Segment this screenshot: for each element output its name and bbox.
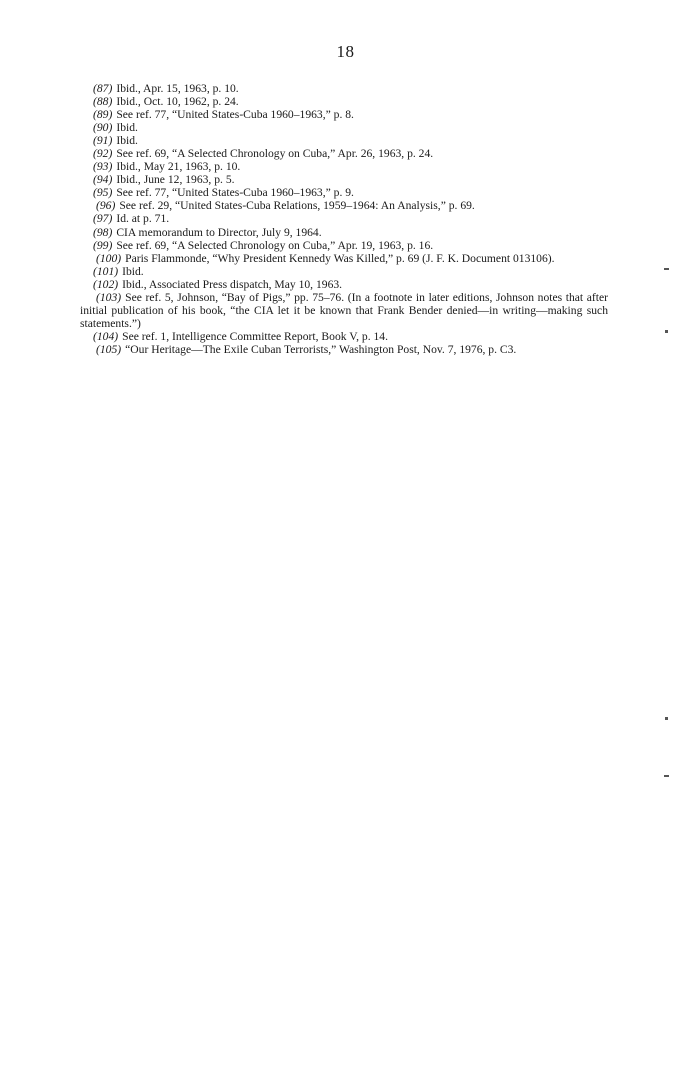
endnote-text: See ref. 69, “A Selected Chronology on Cuba,” Apr. 26, 1963, p. 24.: [116, 147, 434, 161]
endnote-text: “Our Heritage—The Exile Cuban Terrorists,” Washington Post, Nov. 7, 1976, p. C3.: [125, 342, 517, 356]
endnote-number: (93): [93, 160, 113, 174]
endnote-98: [80, 226, 608, 239]
endnote-text: Paris Flammonde, “Why President Kennedy Was Killed,” p. 69 (J. F. K. Document 013106).: [125, 251, 555, 265]
endnote-99: [80, 239, 608, 252]
page-number: 18: [336, 42, 355, 61]
endnote-number: (94): [93, 173, 113, 187]
endnote-105: [80, 343, 608, 356]
endnote-text: Id. at p. 71.: [116, 212, 170, 226]
endnote-89: [80, 108, 608, 121]
endnote-104: [80, 330, 608, 343]
endnote-number: (99): [93, 238, 113, 252]
endnote-text: See ref. 77, “United States-Cuba 1960–1963,” p. 8.: [116, 108, 354, 122]
endnote-number: (89): [93, 108, 113, 122]
endnote-number: (97): [93, 212, 113, 226]
scan-speck: [664, 775, 669, 777]
endnote-number: (92): [93, 147, 113, 161]
endnote-text: See ref. 1, Intelligence Committee Report, Book V, p. 14.: [122, 329, 388, 343]
endnote-93: [80, 160, 608, 173]
endnote-number: (100): [96, 251, 122, 265]
endnote-text: Ibid., Associated Press dispatch, May 10, 1963.: [122, 277, 343, 291]
endnote-number: (90): [93, 121, 113, 135]
endnote-103: [80, 291, 608, 330]
endnote-88: [80, 95, 608, 108]
endnote-90: [80, 121, 608, 134]
endnote-number: (104): [93, 329, 119, 343]
endnote-text: See ref. 29, “United States-Cuba Relations, 1959–1964: An Analysis,” p. 69.: [119, 199, 475, 213]
scan-speck: [665, 330, 668, 333]
endnote-number: (91): [93, 134, 113, 148]
scan-speck: [664, 268, 669, 270]
endnote-number: (101): [93, 264, 119, 278]
endnote-number: (87): [93, 82, 113, 95]
endnote-text: Ibid., May 21, 1963, p. 10.: [116, 160, 241, 174]
endnote-97: [80, 212, 608, 225]
endnote-87: [80, 82, 608, 95]
endnote-number: (95): [93, 186, 113, 200]
endnote-text: Ibid., June 12, 1963, p. 5.: [116, 173, 235, 187]
endnote-text: Ibid.: [116, 121, 138, 135]
endnote-text: Ibid., Apr. 15, 1963, p. 10.: [116, 82, 239, 95]
endnote-number: (98): [93, 225, 113, 239]
scan-speck: [665, 717, 668, 720]
endnote-92: [80, 147, 608, 160]
endnote-text: Ibid.: [116, 134, 138, 148]
endnote-number: (96): [96, 199, 116, 213]
endnote-text: Ibid., Oct. 10, 1962, p. 24.: [116, 95, 239, 109]
endnote-number: (105): [96, 342, 122, 356]
endnote-100: [80, 252, 608, 265]
endnotes-list: [80, 82, 608, 356]
endnote-text: CIA memorandum to Director, July 9, 1964.: [116, 225, 322, 239]
endnote-text: Ibid.: [122, 264, 144, 278]
endnote-96: [80, 199, 608, 212]
endnote-number: (88): [93, 95, 113, 109]
endnote-102: [80, 278, 608, 291]
endnote-101: [80, 265, 608, 278]
endnote-95: [80, 186, 608, 199]
endnote-number: (103): [96, 290, 122, 304]
endnote-91: [80, 134, 608, 147]
endnote-text: See ref. 69, “A Selected Chronology on Cuba,” Apr. 19, 1963, p. 16.: [116, 238, 434, 252]
endnote-number: (102): [93, 277, 119, 291]
endnote-94: [80, 173, 608, 186]
endnote-text: See ref. 5, Johnson, “Bay of Pigs,” pp. 75–76. (In a footnote in later editions, Johnson notes that after initial publication of his book, “the CIA let it be known that Frank Bender denied—in writing—making such statements.”): [80, 290, 608, 330]
endnote-text: See ref. 77, “United States-Cuba 1960–1963,” p. 9.: [116, 186, 354, 200]
